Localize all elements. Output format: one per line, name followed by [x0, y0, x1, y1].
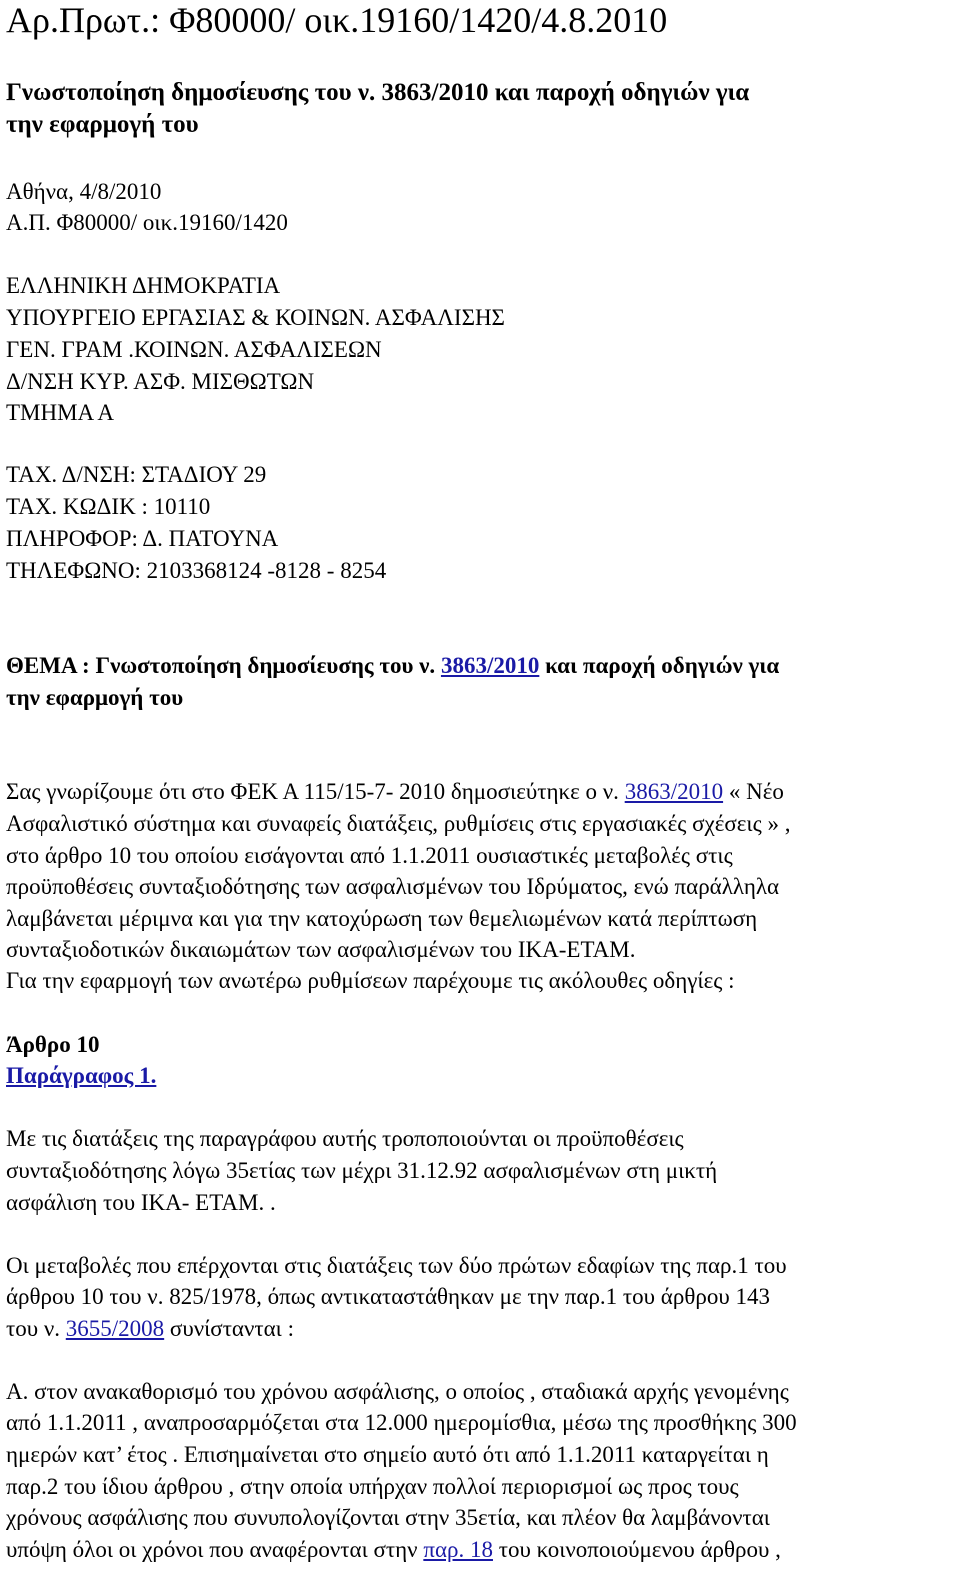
body-line: Ασφαλιστικό σύστημα και συναφείς διατάξεις, ρυθμίσεις στις εργασιακές σχέσεις » , — [6, 811, 791, 836]
authority-line-3: ΓΕΝ. ΓΡΑΜ .ΚΟΙΝΩΝ. ΑΣΦΑΛΙΣΕΩΝ — [6, 337, 382, 362]
body-line: συνταξιοδότησης λόγω 35ετίας των μέχρι 31.12.92 ασφαλισμένων στη μικτή — [6, 1158, 718, 1183]
body-text: « Νέο — [723, 779, 784, 804]
body-text: του ν. — [6, 1316, 66, 1341]
body-line — [6, 1315, 294, 1343]
law-link[interactable]: 3863/2010 — [440, 653, 540, 678]
subject-prefix: ΘΕΜΑ : Γνωστοποίηση δημοσίευσης του ν. — [6, 653, 441, 678]
body-text: συνίστανται : — [164, 1316, 295, 1341]
protocol-title: Αρ.Πρωτ.: Φ80000/ οικ.19160/1420/4.8.2010 — [6, 0, 668, 40]
paragraph-heading — [6, 1062, 156, 1090]
body-line: Για την εφαρμογή των ανωτέρω ρυθμίσεων παρέχουμε τις ακόλουθες οδηγίες : — [6, 968, 735, 993]
authority-line-5: ΤΜΗΜΑ Α — [6, 400, 114, 425]
authority-line-4: Δ/ΝΣΗ ΚΥΡ. ΑΣΦ. ΜΙΣΘΩΤΩΝ — [6, 369, 315, 394]
body-line: λαμβάνεται μέριμνα και για την κατοχύρωση των θεμελιωμένων κατά περίπτωση — [6, 906, 758, 931]
contact-address: ΤΑΧ. Δ/ΝΣΗ: ΣΤΑΔΙΟΥ 29 — [6, 462, 267, 487]
body-line: ασφάλιση του ΙΚΑ- ΕΤΑΜ. . — [6, 1190, 276, 1215]
body-text: υπόψη όλοι οι χρόνοι που αναφέρονται στην — [6, 1537, 424, 1562]
body-line: στο άρθρο 10 του οποίου εισάγονται από 1.1.2011 ουσιαστικές μεταβολές στις — [6, 843, 733, 868]
body-line — [6, 778, 784, 806]
document-ref: Α.Π. Φ80000/ οικ.19160/1420 — [6, 210, 288, 235]
body-line: συνταξιοδοτικών δικαιωμάτων των ασφαλισμένων του ΙΚΑ-ΕΤΑΜ. — [6, 937, 636, 962]
authority-line-2: ΥΠΟΥΡΓΕΙΟ ΕΡΓΑΣΙΑΣ & ΚΟΙΝΩΝ. ΑΣΦΑΛΙΣΗΣ — [6, 305, 505, 330]
body-line — [6, 1536, 781, 1564]
subject-suffix: και παροχή οδηγιών για — [539, 653, 780, 678]
body-line: Α. στον ανακαθορισμό του χρόνου ασφάλισης, ο οποίος , σταδιακά αρχής γενομένης — [6, 1379, 789, 1404]
subject-line-1 — [6, 652, 779, 680]
body-line: προϋποθέσεις συνταξιοδότησης των ασφαλισμένων του Ιδρύματος, ενώ παράλληλα — [6, 874, 780, 899]
law-link[interactable]: 3655/2008 — [65, 1316, 165, 1341]
paragraph-ref-link[interactable]: παρ. 18 — [423, 1537, 493, 1562]
body-line: ημερών κατ’ έτος . Επισημαίνεται στο σημείο αυτό ότι από 1.1.2011 καταργείται η — [6, 1442, 769, 1467]
body-line: από 1.1.2011 , αναπροσαρμόζεται στα 12.000 ημερομίσθια, μέσω της προσθήκης 300 — [6, 1410, 797, 1435]
body-line: Οι μεταβολές που επέρχονται στις διατάξεις των δύο πρώτων εδαφίων της παρ.1 του — [6, 1253, 787, 1278]
body-line: παρ.2 του ίδιου άρθρου , στην οποία υπήρχαν πολλοί περιορισμοί ως προς τους — [6, 1474, 739, 1499]
body-line: χρόνους ασφάλισης που συνυπολογίζονται στην 35ετία, και πλέον θα λαμβάνονται — [6, 1505, 770, 1530]
paragraph-link[interactable]: Παράγραφος 1. — [6, 1063, 157, 1088]
subject-line-2: την εφαρμογή του — [6, 685, 184, 710]
subtitle-line-2: την εφαρμογή του — [6, 111, 199, 138]
document-date: Αθήνα, 4/8/2010 — [6, 179, 162, 204]
subtitle-line-1: Γνωστοποίηση δημοσίευσης του ν. 3863/2010 και παροχή οδηγιών για — [6, 79, 750, 106]
contact-phone: ΤΗΛΕΦΩΝΟ: 2103368124 -8128 - 8254 — [6, 558, 387, 583]
body-text: του κοινοποιούμενου άρθρου , — [492, 1537, 781, 1562]
article-heading: Άρθρο 10 — [6, 1032, 100, 1057]
authority-line-1: ΕΛΛΗΝΙΚΗ ΔΗΜΟΚΡΑΤΙΑ — [6, 273, 281, 298]
body-line: άρθρου 10 του ν. 825/1978, όπως αντικαταστάθηκαν με την παρ.1 του άρθρου 143 — [6, 1284, 770, 1309]
contact-postcode: ΤΑΧ. ΚΩΔΙΚ : 10110 — [6, 494, 211, 519]
body-line: Με τις διατάξεις της παραγράφου αυτής τροποποιούνται οι προϋποθέσεις — [6, 1126, 684, 1151]
body-text: Σας γνωρίζουμε ότι στο ΦΕΚ Α 115/15-7- 2010 δημοσιεύτηκε ο ν. — [6, 779, 625, 804]
law-link[interactable]: 3863/2010 — [624, 779, 724, 804]
contact-info: ΠΛΗΡΟΦΟΡ: Δ. ΠΑΤΟΥΝΑ — [6, 526, 279, 551]
